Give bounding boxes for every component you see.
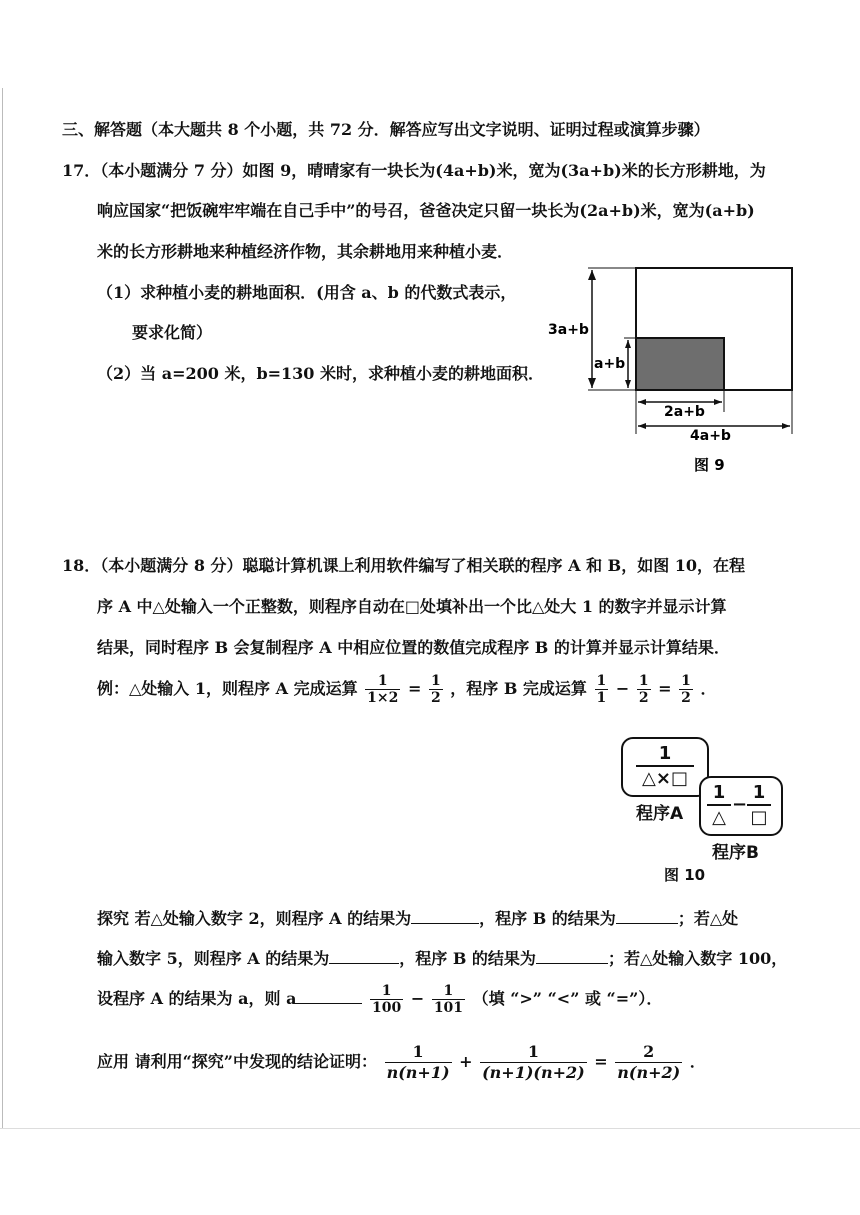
q18-example	[97, 673, 716, 706]
program-a-denominator: △×□	[642, 768, 688, 789]
program-b-label: 程序B	[712, 843, 759, 863]
example-frac-b1: $\frac{1}{1}$	[596, 673, 607, 706]
program-b-minus: −	[732, 794, 748, 815]
example-prefix: 例：△处输入 1，则程序 A 完成运算	[97, 679, 358, 698]
apply-frac-1: $\frac{1}{n(n+1)}$	[386, 1042, 450, 1082]
explore-l2-text-b: ，程序 B 的结果为	[399, 949, 536, 968]
page-edge-left	[2, 88, 3, 1128]
explore-l3-text-b: （填 “>” “<” 或 “=”）．	[472, 989, 663, 1008]
apply-line	[97, 1042, 706, 1083]
program-b-denominator-1: △	[712, 807, 726, 828]
label-4a-plus-b: 4a+b	[690, 428, 731, 444]
section-heading: 三、解答题（本大题共 8 个小题，共 72 分．解答应写出文字说明、证明过程或演算步骤）	[62, 120, 710, 139]
example-mid: ，程序 B 完成运算	[450, 679, 587, 698]
apply-end: ．	[689, 1052, 706, 1071]
q18-line2: 序 A 中△处输入一个正整数，则程序自动在□处填补出一个比△处大 1 的数字并显示计算	[97, 597, 727, 616]
explore-l1-text-a: 探究 若△处输入数字 2，则程序 A 的结果为	[97, 909, 412, 928]
example-minus: −	[615, 679, 630, 698]
program-b-numerator-1: 1	[707, 782, 731, 806]
explore-line1	[97, 906, 738, 929]
label-2a-plus-b: 2a+b	[664, 404, 705, 420]
q17-part1-line2: 要求化简）	[132, 323, 213, 342]
apply-plus: +	[459, 1052, 473, 1071]
q17-line3: 米的长方形耕地来种植经济作物，其余耕地用来种植小麦．	[97, 242, 514, 261]
example-frac-b-result: $\frac{1}{2}$	[681, 673, 691, 706]
blank-a-input-2	[411, 909, 479, 924]
apply-frac-3: $\frac{2}{n(n+2)}$	[617, 1042, 681, 1082]
explore-minus: −	[410, 989, 425, 1008]
blank-a-input-5	[329, 949, 399, 964]
explore-l1-text-b: ，程序 B 的结果为	[479, 909, 616, 928]
explore-line2	[97, 946, 787, 969]
apply-frac-2: $\frac{1}{(n+1)(n+2)}$	[482, 1042, 585, 1082]
blank-b-input-2	[616, 909, 678, 924]
explore-line3	[97, 983, 662, 1016]
apply-equals: =	[594, 1052, 608, 1071]
example-end: ．	[700, 679, 717, 698]
example-eq1: =	[407, 679, 422, 698]
explore-l2-text-c: ；若△处输入数字 100，	[607, 949, 788, 968]
q18-line1: 18．（本小题满分 8 分）聪聪计算机课上利用软件编写了相关联的程序 A 和 B，如图 10，在程	[62, 556, 746, 575]
figure-9-caption: 图 9	[694, 456, 725, 474]
explore-l2-text-a: 输入数字 5，则程序 A 的结果为	[97, 949, 330, 968]
explore-l1-text-c: ；若△处	[677, 909, 739, 928]
program-b-denominator-2: □	[750, 807, 768, 828]
q17-line2: 响应国家“把饭碗牢牢端在自己手中”的号召，爸爸决定只留一块长为(2a+b)米，宽为(a+b)	[97, 201, 755, 220]
label-3a-plus-b: 3a+b	[548, 322, 589, 338]
example-eq2: =	[658, 679, 672, 698]
apply-prefix: 应用 请利用“探究”中发现的结论证明：	[97, 1052, 377, 1071]
example-frac-a: $\frac{1}{1\times 2}$	[367, 673, 399, 706]
q17-part1-line1: （1）求种植小麦的耕地面积．(用含 a、b 的代数式表示，	[97, 283, 517, 302]
q17-line1: 17．（本小题满分 7 分）如图 9，晴晴家有一块长为(4a+b)米，宽为(3a+b)米的长方形耕地，为	[62, 161, 766, 180]
label-a-plus-b: a+b	[594, 356, 626, 372]
explore-l3-text-a: 设程序 A 的结果为 a，则 a	[97, 989, 297, 1008]
program-b-box	[699, 776, 783, 836]
frac-1-over-101: $\frac{1}{101}$	[433, 983, 464, 1016]
example-frac-a-result: $\frac{1}{2}$	[430, 673, 441, 706]
figure-10-caption: 图 10	[664, 866, 706, 884]
program-a-box	[621, 737, 709, 797]
figure-9	[540, 262, 810, 482]
program-b-numerator-2: 1	[747, 782, 771, 806]
blank-b-input-5	[536, 949, 608, 964]
q17-part2: （2）当 a=200 米，b=130 米时，求种植小麦的耕地面积．	[97, 364, 545, 383]
page-edge-bottom	[0, 1128, 860, 1129]
inner-crop-rect	[636, 338, 724, 390]
frac-1-over-100: $\frac{1}{100}$	[372, 983, 402, 1016]
program-a-label: 程序A	[636, 804, 684, 824]
blank-compare	[296, 989, 362, 1004]
q18-line3: 结果，同时程序 B 会复制程序 A 中相应位置的数值完成程序 B 的计算并显示计算结果．	[97, 638, 730, 657]
example-frac-b2: $\frac{1}{2}$	[638, 673, 649, 706]
program-a-numerator: 1	[636, 743, 694, 767]
